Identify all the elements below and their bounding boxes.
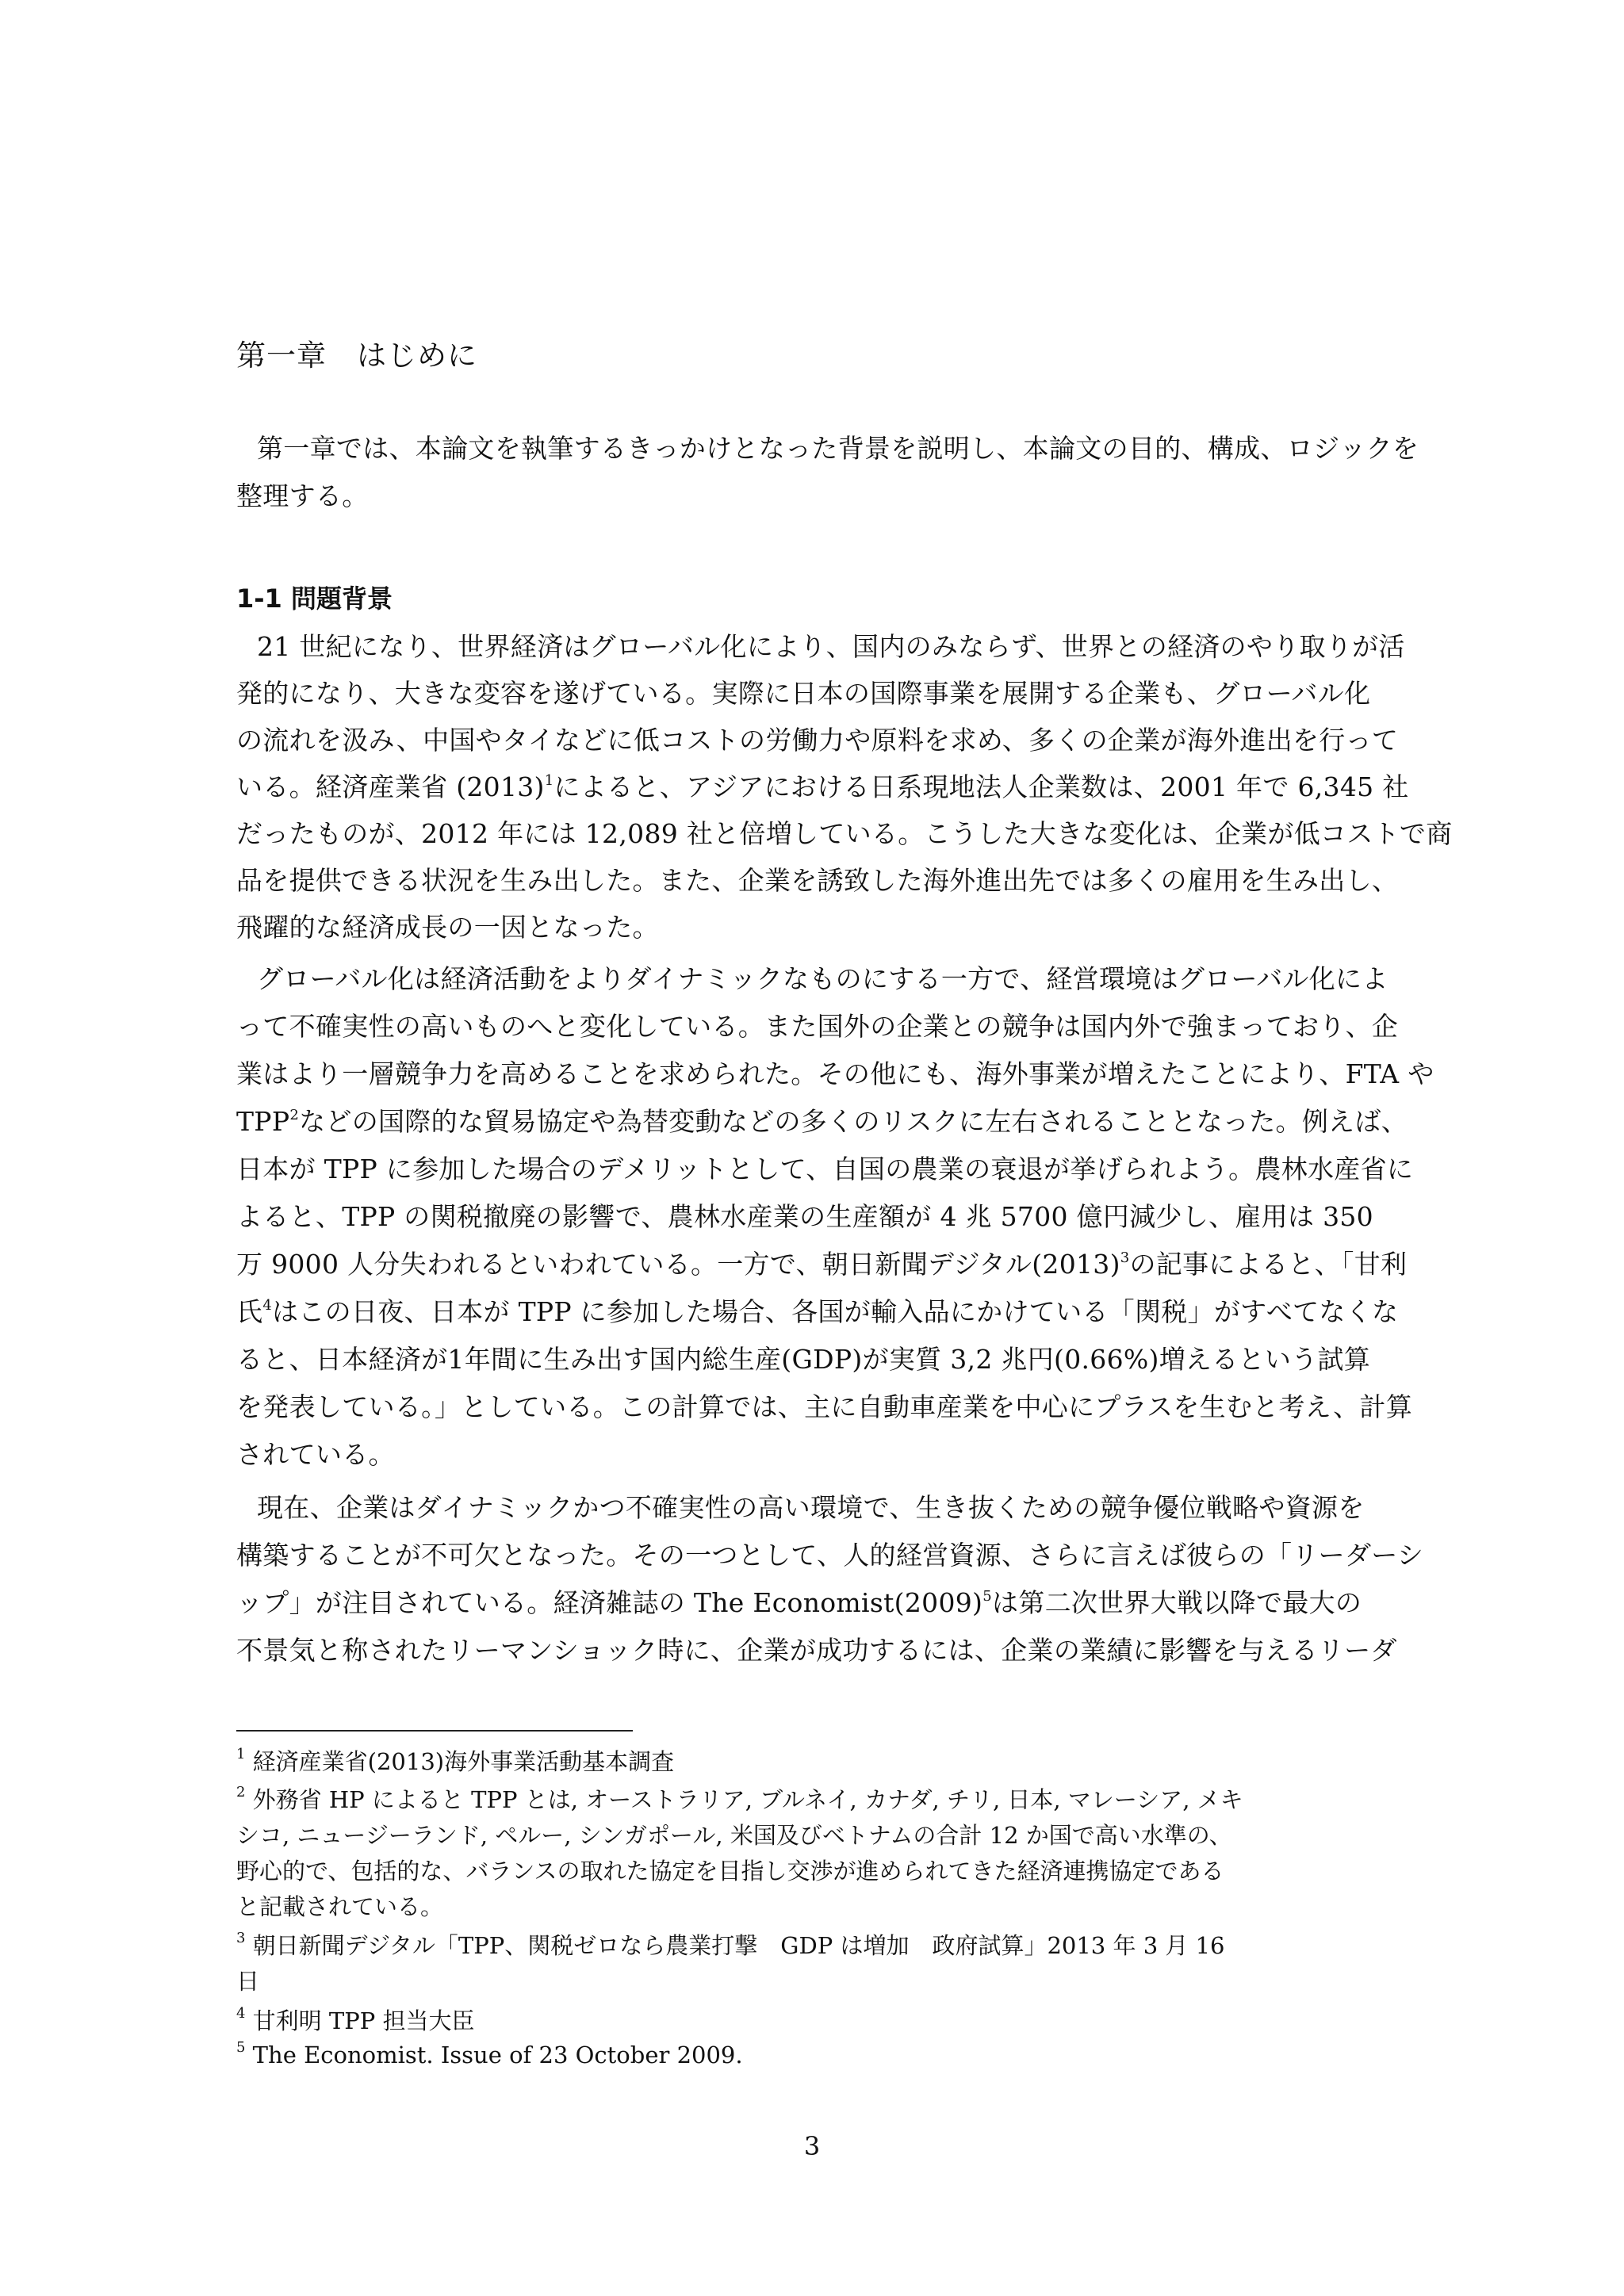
footnote-number: 4 xyxy=(236,2005,246,2022)
body-line xyxy=(236,1101,1408,1138)
intro-line-1: 第一章では、本論文を執筆するきっかけとなった背景を説明し、本論文の目的、構成、ロジックを xyxy=(257,433,1419,464)
body-line: 飛躍的な経済成長の一因となった。 xyxy=(236,912,659,943)
body-text: によると、アジアにおける日系現地法人企業数は、2001 年で 6,345 社 xyxy=(553,771,1409,802)
footnote-ref-4: 4 xyxy=(262,1297,273,1314)
body-text: などの国際的な貿易協定や為替変動などの多くのリスクに左右されることとなった。例えば、 xyxy=(299,1106,1408,1137)
footnote-text: 朝日新聞デジタル「TPP、関税ゼロなら農業打撃 GDP は増加 政府試算」2013 年 3 月 16 xyxy=(252,1932,1225,1959)
body-text: 万 9000 人分失われるといわれている。一方で、朝日新聞デジタル(2013) xyxy=(236,1249,1120,1280)
footnote-2-cont: と記載されている。 xyxy=(236,1893,444,1920)
footnote-ref-5: 5 xyxy=(982,1588,992,1605)
body-line: を発表している。」としている。この計算では、主に自動車産業を中心にプラスを生むと考え、計算 xyxy=(236,1391,1412,1422)
body-line: 品を提供できる状況を生み出した。また、企業を誘致した海外進出先では多くの雇用を生み出し、 xyxy=(236,865,1399,896)
body-line: 発的になり、大きな変容を遂げている。実際に日本の国際事業を展開する企業も、グローバル化 xyxy=(236,678,1371,709)
body-line: の流れを汲み、中国やタイなどに低コストの労働力や原料を求め、多くの企業が海外進出を行って xyxy=(236,725,1399,756)
body-line: 不景気と称されたリーマンショック時に、企業が成功するには、企業の業績に影響を与えるリーダ xyxy=(236,1635,1397,1666)
body-line xyxy=(236,1292,1398,1329)
footnote-number: 3 xyxy=(236,1930,246,1946)
chapter-title: 第一章 はじめに xyxy=(236,339,477,373)
footnote-ref-3: 3 xyxy=(1120,1249,1130,1266)
footnote-number: 5 xyxy=(236,2039,246,2056)
footnote-text: The Economist. Issue of 23 October 2009. xyxy=(252,2042,743,2068)
intro-line-2: 整理する。 xyxy=(236,480,369,511)
footnote-number: 1 xyxy=(236,1746,246,1762)
footnote-text: 経済産業省(2013)海外事業活動基本調査 xyxy=(252,1748,675,1775)
body-line: よると、TPP の関税撤廃の影響で、農林水産業の生産額が 4 兆 5700 億円減少し、雇用は 350 xyxy=(236,1201,1373,1232)
footnote-ref-2: 2 xyxy=(289,1107,300,1123)
section-heading: 1-1 問題背景 xyxy=(236,584,393,614)
footnote-3-cont: 日 xyxy=(236,1968,260,1995)
body-text: いる。経済産業省 (2013) xyxy=(236,771,545,802)
footnote-number: 2 xyxy=(236,1784,246,1800)
body-line: って不確実性の高いものへと変化している。また国外の企業との競争は国内外で強まっており、企 xyxy=(236,1011,1399,1042)
body-line: グローバル化は経済活動をよりダイナミックなものにする一方で、経営環境はグローバル化によ xyxy=(257,963,1388,994)
body-line: 現在、企業はダイナミックかつ不確実性の高い環境で、生き抜くための競争優位戦略や資源を xyxy=(257,1492,1365,1523)
body-text: の記事によると、「甘利 xyxy=(1129,1249,1408,1280)
body-line xyxy=(236,1582,1362,1620)
body-text: はこの日夜、日本が TPP に参加した場合、各国が輸入品にかけている「関税」がすべてなくな xyxy=(272,1296,1399,1327)
body-text: ップ」が注目されている。経済雑誌の The Economist(2009) xyxy=(236,1587,983,1618)
body-line: だったものが、2012 年には 12,089 社と倍増している。こうした大きな変化は、企業が低コストで商 xyxy=(236,818,1453,849)
footnote-3 xyxy=(236,1928,1224,1961)
body-line: 日本が TPP に参加した場合のデメリットとして、自国の農業の衰退が挙げられよう。農林水産省に xyxy=(236,1154,1414,1184)
footnote-text: 外務省 HP によると TPP とは, オーストラリア, ブルネイ, カナダ, チリ, 日本, マレーシア, メキ xyxy=(252,1786,1243,1813)
body-line: 業はより一層競争力を高めることを求められた。その他にも、海外事業が増えたことにより、FTA や xyxy=(236,1058,1434,1089)
footnote-separator xyxy=(236,1730,633,1732)
footnote-4 xyxy=(236,2003,474,2036)
body-line: ると、日本経済が1年間に生み出す国内総生産(GDP)が実質 3,2 兆円(0.66%)増えるという試算 xyxy=(236,1344,1371,1375)
body-line: 21 世紀になり、世界経済はグローバル化により、国内のみならず、世界との経済のやり取りが活 xyxy=(257,631,1405,662)
body-line: されている。 xyxy=(236,1439,395,1470)
footnote-ref-1: 1 xyxy=(544,772,554,789)
footnote-text: 甘利明 TPP 担当大臣 xyxy=(252,2007,475,2034)
body-line: 構築することが不可欠となった。その一つとして、人的経営資源、さらに言えば彼らの「リーダーシ xyxy=(236,1540,1424,1571)
footnote-1 xyxy=(236,1744,674,1777)
footnote-5 xyxy=(236,2039,743,2068)
footnote-2 xyxy=(236,1782,1243,1815)
body-line xyxy=(236,1244,1407,1281)
body-line xyxy=(236,767,1409,804)
page-number: 3 xyxy=(803,2131,821,2161)
body-text: 氏 xyxy=(236,1296,263,1327)
footnote-2-cont: シコ, ニュージーランド, ペルー, シンガポール, 米国及びベトナムの合計 12 か国で高い水準の、 xyxy=(236,1822,1232,1849)
body-text: TPP xyxy=(236,1106,290,1137)
footnote-2-cont: 野心的で、包括的な、バランスの取れた協定を目指し交渉が進められてきた経済連携協定である xyxy=(236,1858,1224,1885)
body-text: は第二次世界大戦以降で最大の xyxy=(991,1587,1362,1618)
